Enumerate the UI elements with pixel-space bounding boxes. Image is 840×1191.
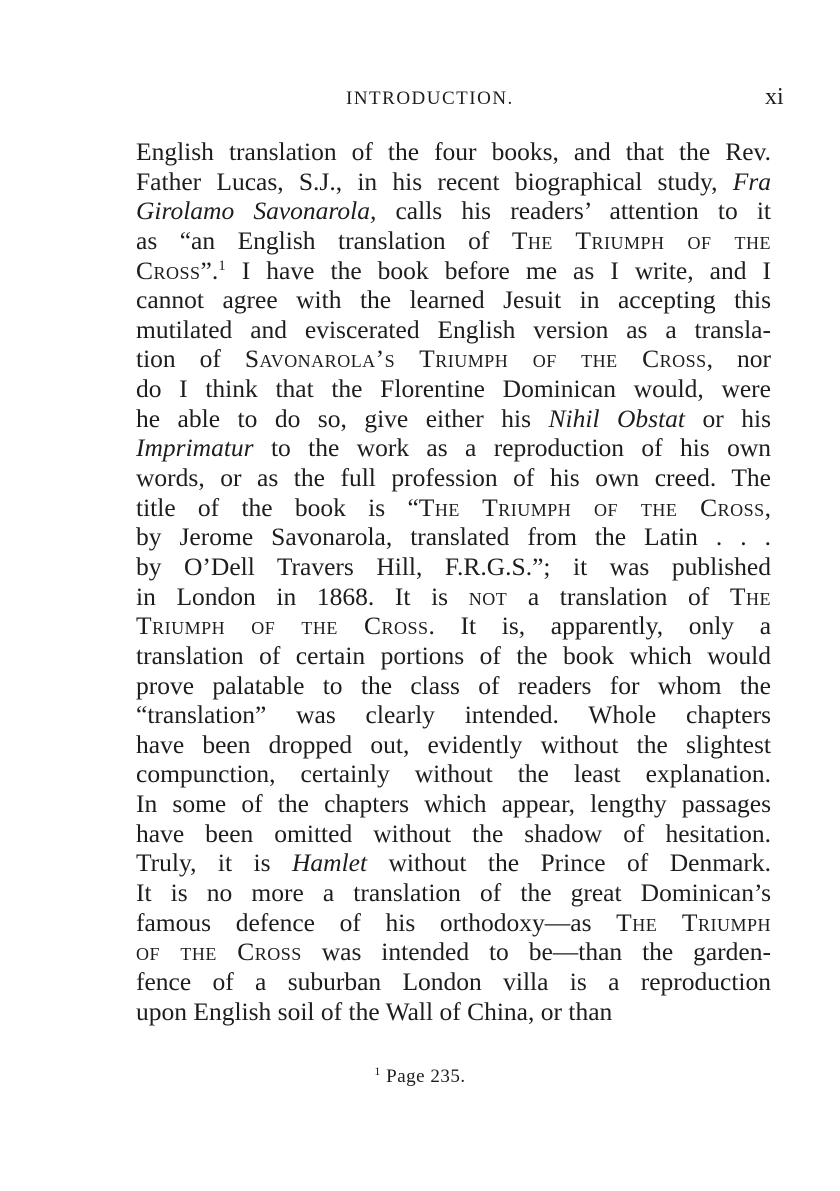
text-segment: a translation of	[507, 581, 730, 611]
text-segment: . It is, apparently, only a	[428, 611, 772, 641]
text-segment: “translation” was clearly intended. Whole chapters	[136, 700, 771, 730]
text-segment: in London in 1868. It is	[136, 581, 469, 611]
text-line	[136, 137, 771, 167]
small-caps-text: of the Cross	[136, 937, 302, 967]
small-caps-text: not	[468, 581, 508, 611]
text-segment: translation of certain portions of the book which would	[136, 640, 771, 670]
text-line	[136, 522, 771, 552]
italic-text: Girolamo Savonarola,	[136, 196, 377, 226]
text-line	[136, 641, 771, 671]
text-segment: words, or as the full profession of his own creed. The	[136, 463, 771, 493]
text-line	[136, 433, 771, 463]
text-line	[136, 967, 771, 997]
text-segment: by Jerome Savonarola, translated from the Latin . . .	[136, 522, 771, 552]
text-line	[136, 167, 771, 197]
text-line	[136, 552, 771, 582]
text-segment: to the work as a reproduction of his own	[253, 433, 771, 463]
footnote-reference: 1	[218, 257, 226, 274]
small-caps-text: The	[729, 581, 771, 611]
text-segment: cannot agree with the learned Jesuit in accepting this	[136, 285, 771, 315]
footnote-marker: 1	[374, 1064, 381, 1078]
page-number: xi	[765, 84, 784, 110]
text-line	[136, 908, 771, 938]
text-segment: Truly, it is	[136, 848, 292, 878]
text-segment: have been omitted without the shadow of hesitation.	[136, 818, 771, 848]
text-segment: was intended to be—than the garden-	[301, 937, 771, 967]
footnote	[0, 1064, 840, 1088]
text-line	[136, 344, 771, 374]
text-line	[136, 256, 771, 286]
text-segment: It is no more a translation of the great Dominican’s	[136, 878, 771, 908]
text-segment: ,	[764, 492, 772, 522]
text-segment: as “an English translation of	[136, 225, 512, 255]
text-segment: do I think that the Florentine Dominican would, were	[136, 374, 771, 404]
small-caps-text: Savonarola’s Triumph of the Cross	[244, 344, 707, 374]
text-segment: , nor	[706, 344, 771, 374]
text-segment: without the Prince of Denmark.	[367, 848, 771, 878]
footnote-text: Page 235.	[386, 1066, 466, 1087]
text-line	[136, 611, 771, 641]
small-caps-text: Cross	[136, 255, 201, 285]
text-line	[136, 789, 771, 819]
text-segment: tion of	[136, 344, 245, 374]
text-segment: ”.	[200, 255, 219, 285]
text-line	[136, 848, 771, 878]
text-line	[136, 315, 771, 345]
text-segment: English translation of the four books, and that the Rev.	[136, 137, 771, 166]
text-segment: fence of a suburban London villa is a reproduction	[136, 966, 771, 996]
italic-text: Imprimatur	[136, 433, 254, 463]
small-caps-text: The Triumph	[616, 907, 772, 937]
text-segment: famous defence of his orthodoxy—as	[136, 907, 617, 937]
text-segment: In some of the chapters which appear, lengthy passages	[136, 789, 771, 819]
text-segment: mutilated and eviscerated English version as a transla-	[136, 314, 771, 344]
small-caps-text: Triumph of the Cross	[136, 611, 429, 641]
text-line	[136, 285, 771, 315]
text-line	[136, 671, 771, 701]
text-line	[136, 730, 771, 760]
text-segment: he able to do so, give either his	[136, 403, 549, 433]
text-line	[136, 404, 771, 434]
text-line	[136, 226, 771, 256]
text-segment: I have the book before me as I write, and I	[225, 255, 771, 285]
text-line	[136, 759, 771, 789]
text-line	[136, 463, 771, 493]
italic-text: Hamlet	[291, 848, 368, 878]
text-segment: have been dropped out, evidently without the slightest	[136, 729, 771, 759]
text-segment: by O’Dell Travers Hill, F.R.G.S.”; it was published	[136, 551, 771, 581]
page-header	[0, 84, 840, 120]
small-caps-text: The Triumph of the	[511, 225, 771, 255]
text-line	[136, 937, 771, 967]
small-caps-text: The Triumph of the Cross	[418, 492, 765, 522]
text-segment: or his	[685, 403, 771, 433]
text-line	[136, 374, 771, 404]
text-line	[136, 819, 771, 849]
text-line	[136, 493, 771, 523]
running-head: INTRODUCTION.	[346, 88, 514, 109]
text-segment: Father Lucas, S.J., in his recent biographical study,	[136, 166, 733, 196]
text-line	[136, 582, 771, 612]
body-text	[136, 137, 771, 1026]
italic-text: Fra	[732, 166, 771, 196]
text-line	[136, 196, 771, 226]
text-segment: upon English soil of the Wall of China, or than	[136, 996, 613, 1026]
text-line	[136, 997, 771, 1027]
text-segment: prove palatable to the class of readers for whom the	[136, 670, 771, 700]
italic-text: Nihil Obstat	[548, 403, 686, 433]
text-segment: calls his readers’ attention to it	[376, 196, 771, 226]
text-line	[136, 700, 771, 730]
text-segment: title of the book is “	[136, 492, 419, 522]
text-line	[136, 878, 771, 908]
text-segment: compunction, certainly without the least explanation.	[136, 759, 771, 789]
